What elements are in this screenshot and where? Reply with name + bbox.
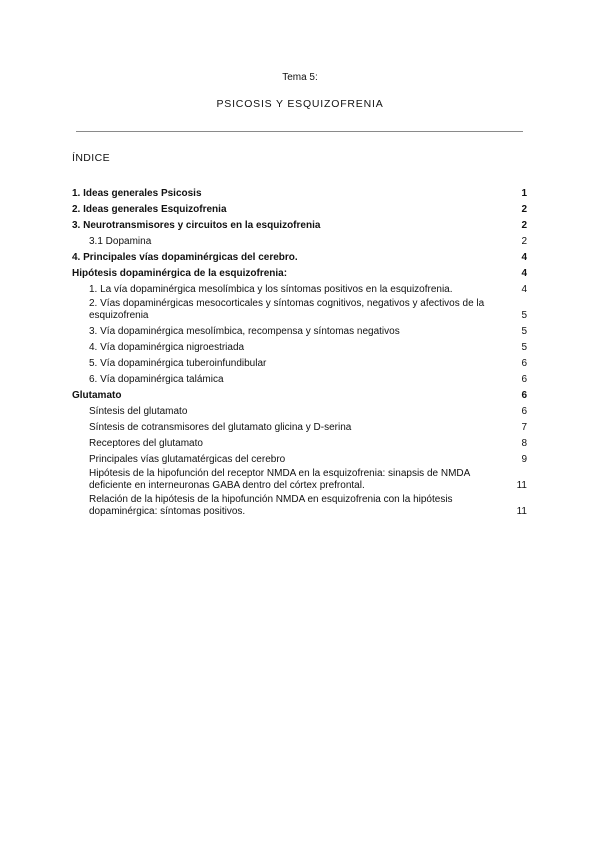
toc-entry-page: 5 bbox=[521, 342, 527, 353]
toc-entry-title: Hipótesis de la hipofunción del receptor NMDA en la esquizofrenia: sinapsis de NMDA deficiente en interneuronas GABA dentro del córtex prefrontal. bbox=[89, 468, 470, 491]
toc-entry-title: Síntesis del glutamato bbox=[89, 406, 188, 417]
toc-entry-title: 1. La vía dopaminérgica mesolímbica y los síntomas positivos en la esquizofrenia. bbox=[89, 284, 453, 295]
toc-entry-title: 4. Principales vías dopaminérgicas del cerebro. bbox=[72, 252, 298, 263]
topic-number: Tema 5: bbox=[282, 72, 318, 83]
table-of-contents bbox=[72, 184, 527, 518]
toc-entry-page: 5 bbox=[521, 326, 527, 337]
toc-entry[interactable] bbox=[72, 450, 527, 466]
toc-entry[interactable] bbox=[72, 232, 527, 248]
toc-entry-page: 2 bbox=[521, 236, 527, 247]
toc-entry-page: 5 bbox=[521, 310, 527, 321]
toc-entry-title: Receptores del glutamato bbox=[89, 438, 203, 449]
toc-entry-page: 4 bbox=[521, 252, 527, 263]
toc-entry-page: 9 bbox=[521, 454, 527, 465]
toc-entry-page: 2 bbox=[521, 204, 527, 215]
toc-entry[interactable] bbox=[72, 492, 527, 518]
toc-entry-title: Hipótesis dopaminérgica de la esquizofrenia: bbox=[72, 268, 288, 279]
toc-entry-page: 1 bbox=[521, 188, 527, 199]
toc-entry[interactable] bbox=[72, 418, 527, 434]
toc-entry-title: 1. Ideas generales Psicosis bbox=[72, 188, 202, 199]
toc-entry-title: 3. Vía dopaminérgica mesolímbica, recompensa y síntomas negativos bbox=[89, 326, 400, 337]
index-heading: ÍNDICE bbox=[72, 152, 110, 164]
toc-entry[interactable] bbox=[72, 338, 527, 354]
toc-entry-title: 4. Vía dopaminérgica nigroestriada bbox=[89, 342, 245, 353]
toc-entry-title: 6. Vía dopaminérgica talámica bbox=[89, 374, 224, 385]
toc-entry-title: 2. Ideas generales Esquizofrenia bbox=[72, 204, 227, 215]
toc-entry-title: 2. Vías dopaminérgicas mesocorticales y síntomas cognitivos, negativos y afectivos de la esquizofrenia bbox=[89, 298, 485, 321]
toc-entry-page: 11 bbox=[516, 480, 527, 491]
toc-entry-page: 6 bbox=[521, 406, 527, 417]
toc-entry[interactable] bbox=[72, 184, 527, 200]
toc-entry-page: 11 bbox=[516, 506, 527, 517]
toc-entry-page: 7 bbox=[521, 422, 527, 433]
toc-entry[interactable] bbox=[72, 402, 527, 418]
toc-entry[interactable] bbox=[72, 386, 527, 402]
toc-entry[interactable] bbox=[72, 370, 527, 386]
toc-entry[interactable] bbox=[72, 264, 527, 280]
toc-entry[interactable] bbox=[72, 200, 527, 216]
toc-entry-title: 5. Vía dopaminérgica tuberoinfundibular bbox=[89, 358, 267, 369]
toc-entry-title: 3.1 Dopamina bbox=[89, 236, 152, 247]
toc-entry-page: 4 bbox=[521, 268, 527, 279]
toc-entry[interactable] bbox=[72, 354, 527, 370]
toc-entry-page: 8 bbox=[521, 438, 527, 449]
toc-entry-page: 2 bbox=[521, 220, 527, 231]
document-title: PSICOSIS Y ESQUIZOFRENIA bbox=[216, 98, 384, 110]
toc-entry-page: 4 bbox=[521, 284, 527, 295]
toc-entry[interactable] bbox=[72, 466, 527, 492]
toc-entry-title: Glutamato bbox=[72, 390, 122, 401]
toc-entry[interactable] bbox=[72, 216, 527, 232]
toc-entry[interactable] bbox=[72, 296, 527, 322]
toc-entry-title: Relación de la hipótesis de la hipofunción NMDA en esquizofrenia con la hipótesis dopaminérgica: síntomas positivos. bbox=[89, 494, 453, 517]
toc-entry-page: 6 bbox=[521, 374, 527, 385]
toc-entry-title: Principales vías glutamatérgicas del cerebro bbox=[89, 454, 286, 465]
toc-entry[interactable] bbox=[72, 322, 527, 338]
toc-entry-title: 3. Neurotransmisores y circuitos en la esquizofrenia bbox=[72, 220, 321, 231]
toc-entry[interactable] bbox=[72, 248, 527, 264]
toc-entry-title: Síntesis de cotransmisores del glutamato glicina y D-serina bbox=[89, 422, 352, 433]
toc-entry[interactable] bbox=[72, 280, 527, 296]
toc-entry-page: 6 bbox=[521, 358, 527, 369]
toc-entry[interactable] bbox=[72, 434, 527, 450]
title-divider bbox=[76, 131, 523, 132]
toc-entry-page: 6 bbox=[521, 390, 527, 401]
